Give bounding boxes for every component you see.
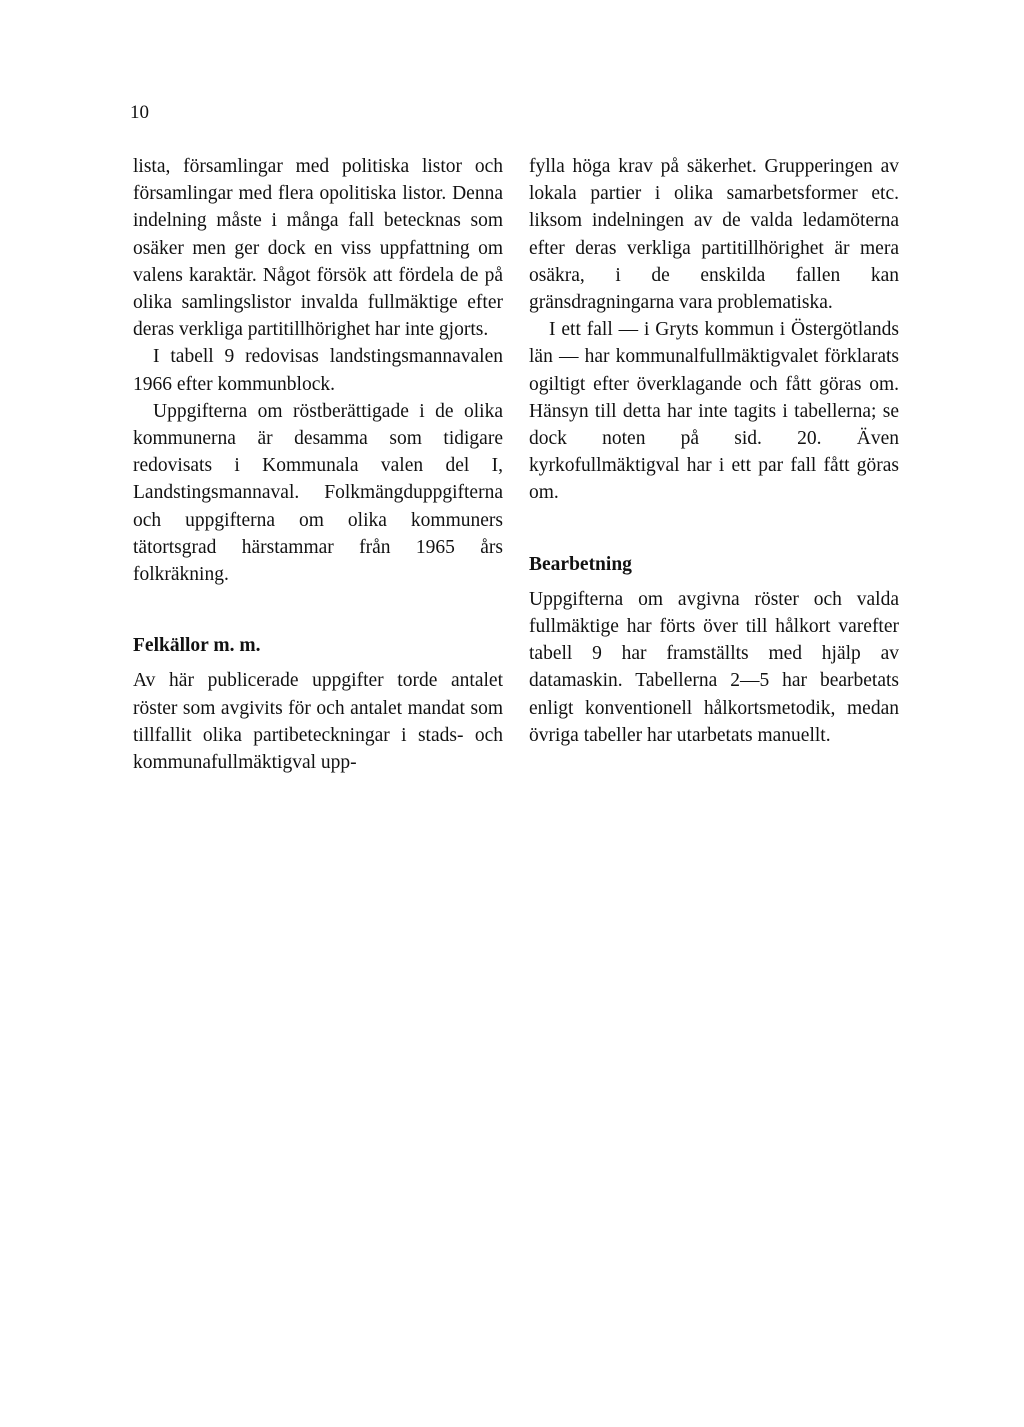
section-heading-bearbetning: Bearbetning — [529, 553, 632, 575]
paragraph: Av här publicerade uppgifter torde antalet röster som avgivits för och antalet mandat som tillfallit olika partibeteckningar i stads- och kommunafullmäktigval upp- — [133, 670, 503, 774]
paragraph: Uppgifterna om röstberättigade i de olika kommunerna är desamma som tidigare redovisats i Kommunala valen del I, Landstingsmannaval. Folkmängduppgifterna och uppgifterna om olika kommuners tätortsgrad härstammar från 1965 års folkräkning. — [133, 400, 503, 586]
paragraph: I tabell 9 redovisas landstingsmannavalen 1966 efter kommunblock. — [133, 346, 503, 395]
paragraph: I ett fall — i Gryts kommun i Östergötlands län — har kommunalfullmäktigvalet förklarats ogiltigt efter överklagande och fått göras om. Hänsyn till detta har inte tagits i tabellerna; se dock noten på sid. 20. Även kyrkofullmäktigval har i ett par fall fått göras om. — [529, 319, 899, 504]
page-number: 10 — [130, 102, 149, 123]
paragraph: fylla höga krav på säkerhet. Grupperingen av lokala partier i olika samarbetsformer etc. liksom indelningen av de valda ledamöterna efter deras verkliga partitillhörighet är mera osäkra, i de enskilda fallen kan gränsdragningarna vara problematiska. — [529, 156, 899, 314]
left-column — [133, 153, 503, 776]
section-heading-felkallor: Felkällor m. m. — [133, 635, 261, 657]
paragraph: Uppgifterna om avgivna röster och valda fullmäktige har förts över till hålkort varefter tabell 9 har framställts med hjälp av datamaskin. Tabellerna 2—5 har bearbetats enligt konventionell hålkortsmetodik, medan övriga tabeller har utarbetats manuellt. — [529, 588, 899, 746]
right-column — [529, 153, 899, 749]
paragraph: lista, församlingar med politiska listor och församlingar med flera opolitiska listor. Denna indelning måste i många fall betecknas som osäker men ger dock en viss uppfattning om valens karaktär. Något försök att fördela de på olika samlingslistor invalda fullmäktige efter deras verkliga partitillhörighet har inte gjorts. — [133, 156, 503, 341]
